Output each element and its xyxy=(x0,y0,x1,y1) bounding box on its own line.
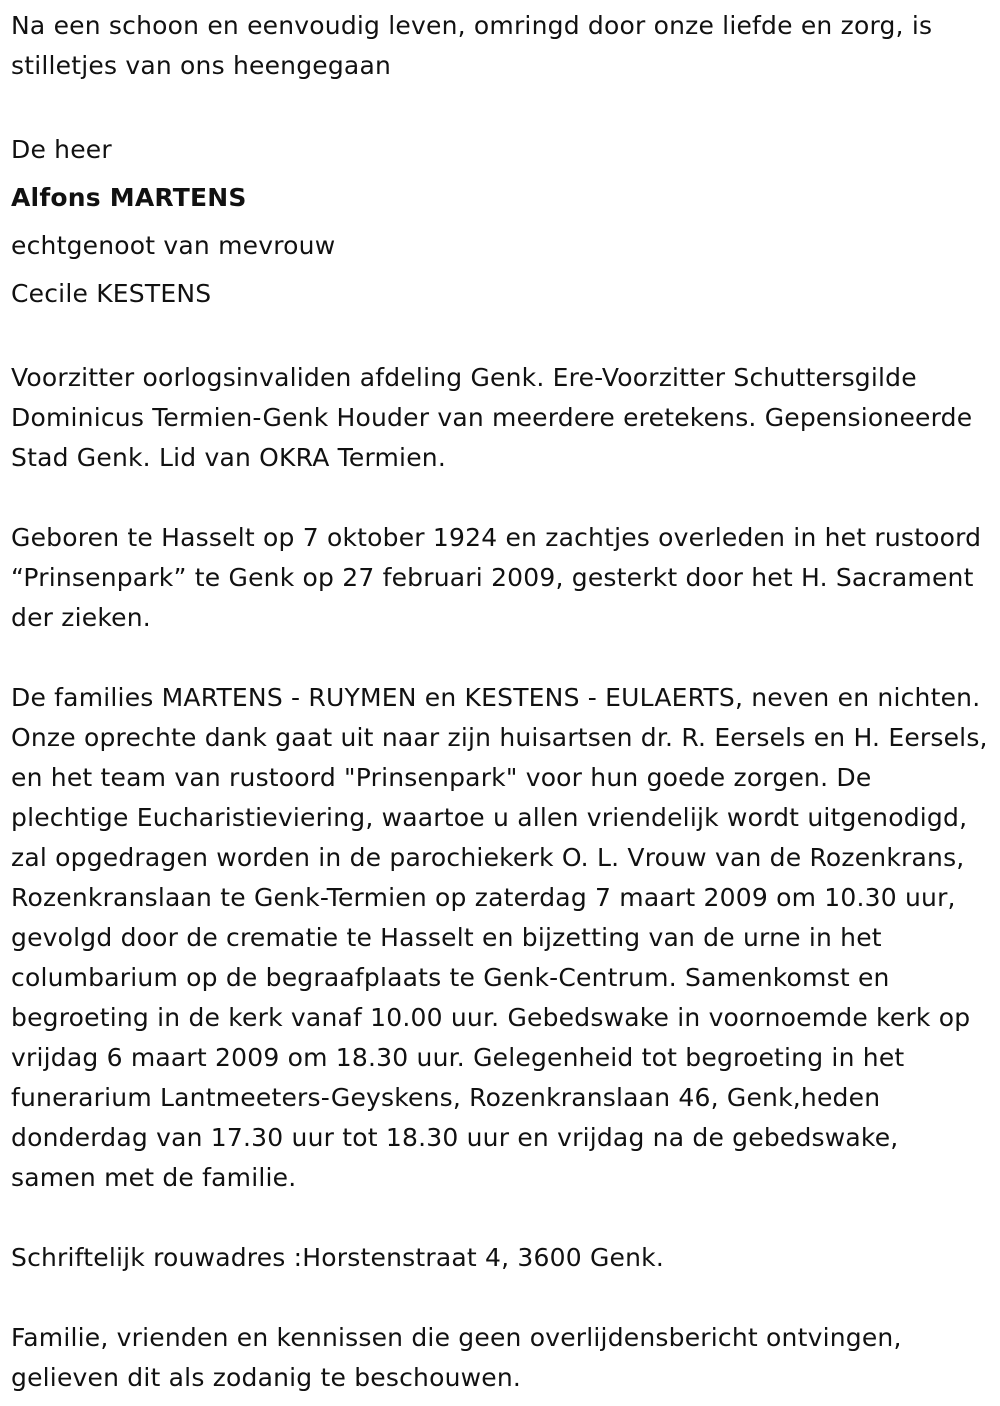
obituary-document xyxy=(11,6,991,1398)
deceased-name: Alfons MARTENS xyxy=(11,183,247,212)
closing-paragraph: Familie, vrienden en kennissen die geen overlijdensbericht ontvingen, gelieven dit als zodanig te beschouwen. xyxy=(11,1323,902,1392)
address-paragraph: Schriftelijk rouwadres :Horstenstraat 4, 3600 Genk. xyxy=(11,1243,665,1272)
intro-paragraph: Na een schoon en eenvoudig leven, omringd door onze liefde en zorg, is stilletjes van ons heengegaan xyxy=(11,11,933,80)
spouse-line: echtgenoot van mevrouw xyxy=(11,231,336,260)
roles-paragraph: Voorzitter oorlogsinvaliden afdeling Genk. Ere-Voorzitter Schuttersgilde Dominicus Termien-Genk Houder van meerdere eretekens. Gepensioneerde Stad Genk. Lid van OKRA Termien. xyxy=(11,363,973,472)
birth-death-paragraph: Geboren te Hasselt op 7 oktober 1924 en zachtjes overleden in het rustoord “Prinsenpark” te Genk op 27 februari 2009, gesterkt door het H. Sacrament der zieken. xyxy=(11,523,982,632)
salutation: De heer xyxy=(11,135,112,164)
families-paragraph: De families MARTENS - RUYMEN en KESTENS - EULAERTS, neven en nichten. Onze oprechte dank gaat uit naar zijn huisartsen dr. R. Eersels en H. Eersels, en het team van rustoord "Prinsenpark" voor hun goede zorgen. De plechtige Eucharistieviering, waartoe u allen vriendelijk wordt uitgenodigd, zal opgedragen worden in de parochiekerk O. L. Vrouw van de Rozenkrans, Rozenkranslaan te Genk-Termien op zaterdag 7 maart 2009 om 10.30 uur, gevolgd door de crematie te Hasselt en bijzetting van de urne in het columbarium op de begraafplaats te Genk-Centrum. Samenkomst en begroeting in de kerk vanaf 10.00 uur. Gebedswake in voornoemde kerk op vrijdag 6 maart 2009 om 18.30 uur. Gelegenheid tot begroeting in het funerarium Lantmeeters-Geyskens, Rozenkranslaan 46, Genk,heden donderdag van 17.30 uur tot 18.30 uur en vrijdag na de gebedswake, samen met de familie. xyxy=(11,683,988,1192)
spouse-name: Cecile KESTENS xyxy=(11,279,212,308)
